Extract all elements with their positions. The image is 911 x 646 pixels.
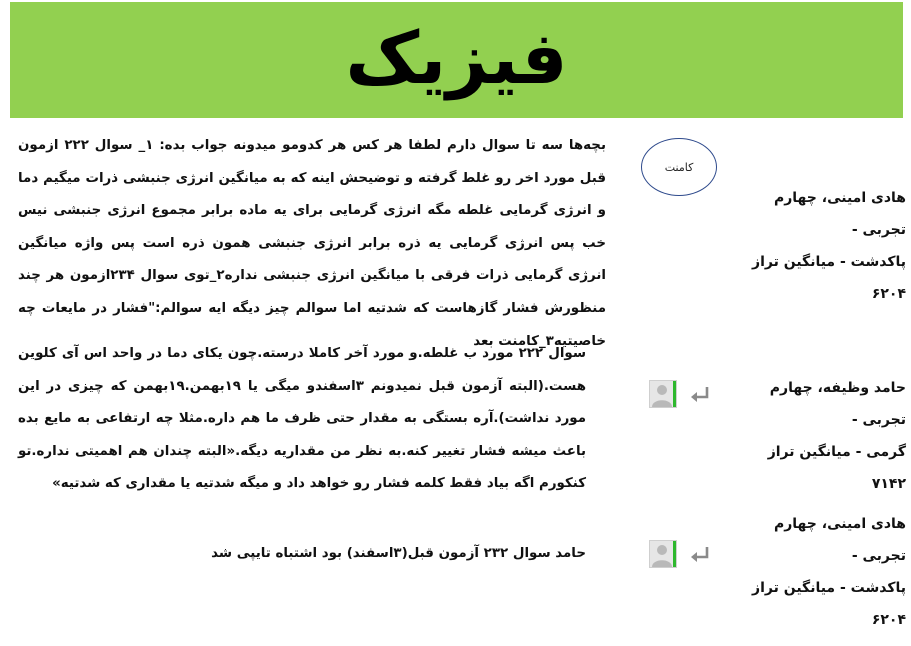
reply-arrow-icon [688, 384, 710, 406]
author-score: ۷۱۴۲ [871, 476, 906, 492]
avatar[interactable] [649, 540, 677, 568]
author-name-line: هادی امینی، چهارم تجربی - [773, 516, 906, 564]
author-location-line: گرمی - میانگین تراز [767, 444, 906, 460]
post-author[interactable] [728, 182, 906, 310]
comment-button[interactable]: کامنت [641, 138, 717, 196]
reply-arrow-icon [688, 544, 710, 566]
page-title: فیزیک [345, 16, 568, 100]
reply-text: سوال ۲۲۲ مورد ب غلطه.و مورد آخر کاملا درسته.چون یکای دما در واحد اس آی کلوین هست.(البته آزمون قبل نمیدونم ۳اسفندو میگی یا ۱۹بهمن.۱۹بهمن که چیزی در این مورد نداشت).آره بستگی به مقدار حتی ظرف ما هم داره.مثلا چه ارتفاعی به مایع بده باعث میشه فشار تغییر کنه.به نظر من مقداریه دیگه.«البته چندان هم اهمیتی نداره.تو کنکورم اگه بیاد فقط کلمه فشار رو خواهد داد و میگه شدتیه یا مقداری که شدتیه» [18, 346, 586, 492]
post-author[interactable] [728, 372, 906, 500]
author-score: ۶۲۰۴ [871, 612, 906, 628]
reply-text: حامد سوال ۲۳۲ آزمون قبل(۳اسفند) بود اشتباه تایپی شد [211, 546, 586, 561]
post-text: بچه‌ها سه تا سوال دارم لطفا هر کس هر کدومو میدونه جواب بده: ۱_ سوال ۲۲۲ ازمون قبل مورد اخر رو غلط گرفته و توضیحش اینه که به میانگین انرژی جنبشی ذرات میگیم دما و انرژی گرمایی غلطه مگه انرژی گرمایی برای یه ماده برابر مجموع انرژی جنبشی نیس خب پس انرژی گرمایی یه ذره برابر انرژی جنبشی همون ذره است پس واژه میانگین انرژی گرمایی ذرات فرقی با میانگین انرژی جنبشی نداره۲_توی سوال ۲۳۴ازمون هر چند منظورش فشار گازهاست که شدتیه اما سوالم چیز دیگه ایه سوالم:"فشار در مایعات چه خاصیتیه۳_کامنت بعد [18, 138, 606, 349]
author-location-line: پاکدشت - میانگین تراز [752, 254, 906, 270]
page-header [10, 2, 903, 118]
user-silhouette-icon [650, 541, 676, 567]
avatar[interactable] [649, 380, 677, 408]
author-name-line: حامد وظیفه، چهارم تجربی - [769, 380, 906, 428]
author-location-line: پاکدشت - میانگین تراز [752, 580, 906, 596]
post-author[interactable] [728, 508, 906, 636]
user-silhouette-icon [650, 381, 676, 407]
author-name-line: هادی امینی، چهارم تجربی - [773, 190, 906, 238]
author-score: ۶۲۰۴ [871, 286, 906, 302]
